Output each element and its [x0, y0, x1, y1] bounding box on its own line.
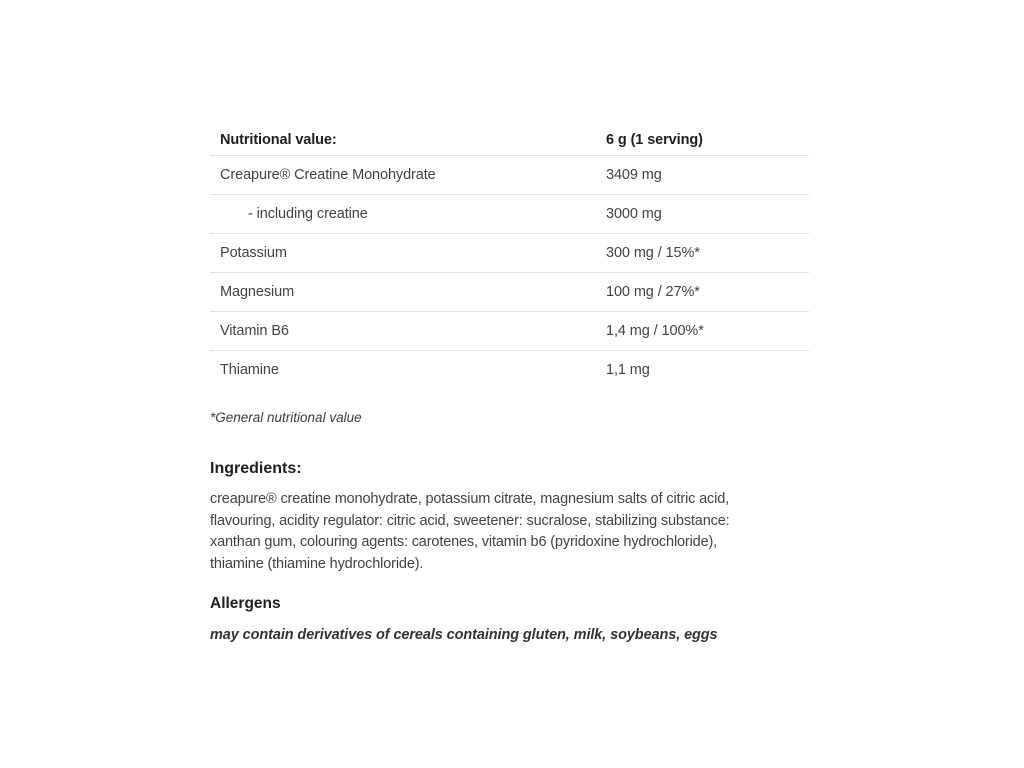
table-row [210, 273, 809, 312]
nutrient-value: 3409 mg [606, 167, 662, 183]
table-row [210, 351, 809, 389]
nutrient-name: Thiamine [220, 362, 279, 378]
ingredients-heading: Ingredients: [210, 460, 302, 477]
ingredients-line: xanthan gum, colouring agents: carotenes, vitamin b6 (pyridoxine hydrochloride), [210, 534, 718, 550]
nutrient-value: 1,1 mg [606, 362, 650, 378]
nutrient-name: Vitamin B6 [220, 323, 289, 339]
nutrition-table [210, 124, 809, 389]
table-row [210, 156, 809, 195]
nutrient-name: Creapure® Creatine Monohydrate [220, 167, 436, 183]
table-header-row [210, 124, 809, 156]
ingredients-paragraph [210, 489, 809, 575]
nutrient-name: Potassium [220, 245, 287, 261]
ingredients-line: creapure® creatine monohydrate, potassium citrate, magnesium salts of citric acid, [210, 491, 730, 507]
table-row [210, 312, 809, 351]
nutrient-value: 100 mg / 27%* [606, 284, 700, 300]
general-nutritional-value-footnote: *General nutritional value [210, 410, 362, 425]
table-header-label: Nutritional value: [220, 131, 337, 148]
table-header-value: 6 g (1 serving) [606, 131, 703, 148]
table-row [210, 195, 809, 234]
allergens-heading: Allergens [210, 595, 281, 612]
nutrient-name: - including creatine [248, 206, 368, 222]
nutrient-name: Magnesium [220, 284, 295, 300]
nutrient-value: 3000 mg [606, 206, 662, 222]
ingredients-line: flavouring, acidity regulator: citric acid, sweetener: sucralose, stabilizing substance: [210, 512, 730, 529]
ingredients-line: thiamine (thiamine hydrochloride). [210, 555, 424, 572]
nutrient-value: 1,4 mg / 100%* [606, 323, 704, 339]
allergens-text: may contain derivatives of cereals containing gluten, milk, soybeans, eggs [210, 627, 718, 643]
nutrient-value: 300 mg / 15%* [606, 245, 700, 261]
table-row [210, 234, 809, 273]
nutrition-info-panel [210, 124, 809, 644]
